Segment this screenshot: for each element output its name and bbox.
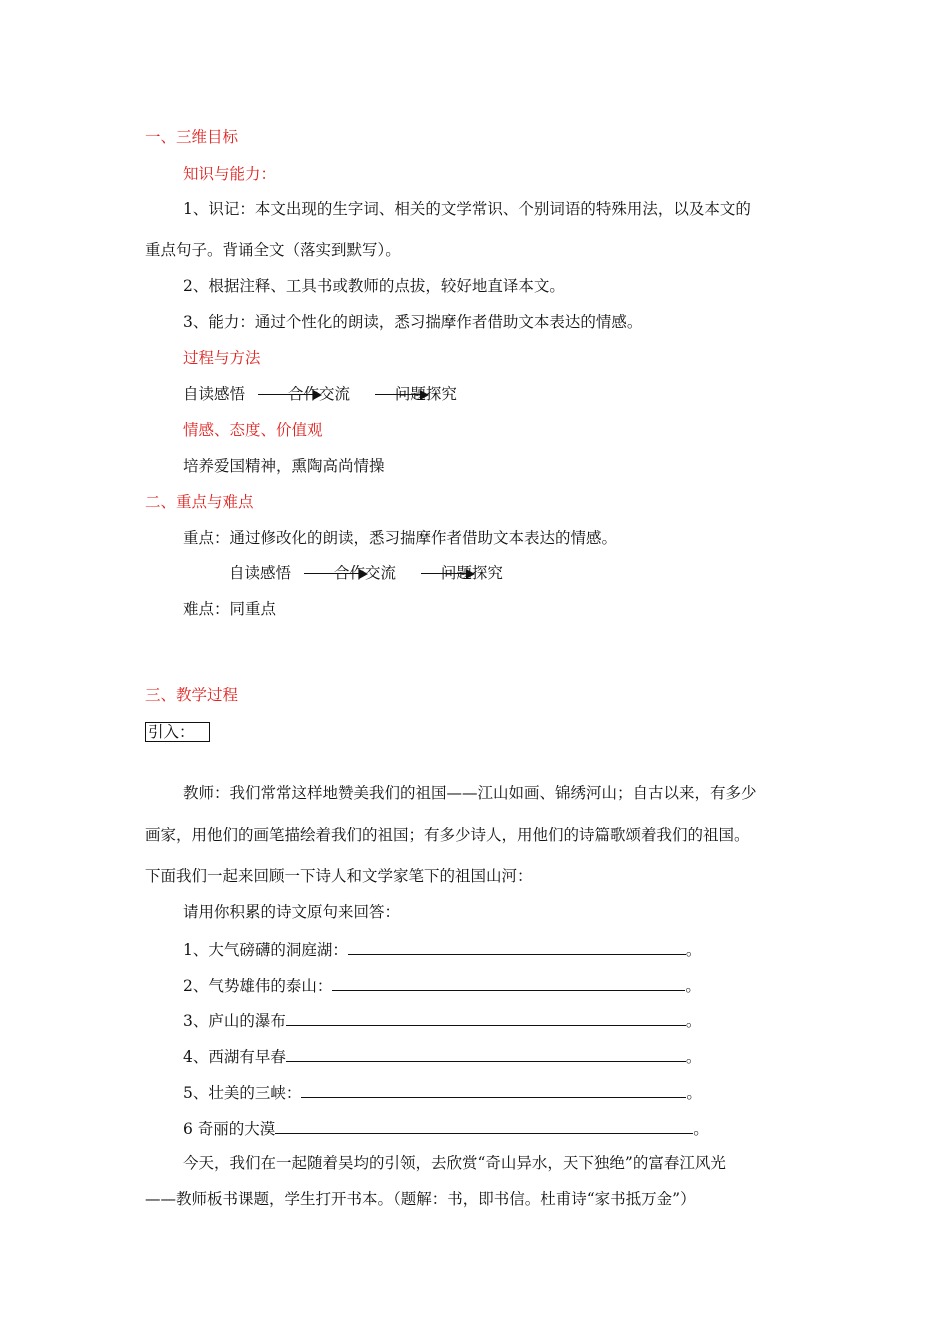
answer-prompt: 请用你积累的诗文原句来回答： xyxy=(183,903,401,921)
difficult-point: 难点：同重点 xyxy=(183,600,277,618)
teacher-line-3: 下面我们一起来回顾一下诗人和文学家笔下的祖国山河： xyxy=(145,867,533,885)
period: 。 xyxy=(686,1084,702,1102)
question-label: 4、西湖有早春 xyxy=(183,1048,286,1066)
period: 。 xyxy=(685,1048,702,1066)
question-3 xyxy=(183,1009,701,1031)
process-heading: 过程与方法 xyxy=(183,349,261,367)
emotion-text: 培养爱国精神，熏陶高尚情操 xyxy=(183,457,385,475)
emotion-heading: 情感、态度、价值观 xyxy=(183,421,323,439)
question-label: 3、庐山的瀑布 xyxy=(183,1012,286,1030)
flow-diagram-1 xyxy=(183,384,457,404)
question-label: 5、壮美的三峡： xyxy=(183,1084,302,1102)
intro-label-box xyxy=(145,722,210,742)
teacher-line-2: 画家，用他们的画笔描绘着我们的祖国；有多少诗人，用他们的诗篇歌颂着我们的祖国。 xyxy=(145,826,750,844)
answer-blank[interactable] xyxy=(286,1009,686,1026)
period: 。 xyxy=(693,1120,709,1138)
knowledge-heading: 知识与能力： xyxy=(183,165,277,183)
arrow-icon xyxy=(258,384,322,404)
answer-blank[interactable] xyxy=(301,1081,686,1098)
answer-blank[interactable] xyxy=(348,938,686,955)
answer-blank[interactable] xyxy=(275,1117,693,1134)
knowledge-item-1-line-2: 重点句子。背诵全文（落实到默写）。 xyxy=(145,241,401,259)
flow-step-inquiry: 问题探究 xyxy=(394,385,457,403)
flow-step-inquiry: 问题探究 xyxy=(440,564,503,582)
question-2 xyxy=(183,974,701,996)
key-point: 重点：通过修改化的朗读，悉习揣摩作者借助文本表达的情感。 xyxy=(183,529,618,547)
arrow-icon xyxy=(421,563,475,583)
flow-step-cooperation: 合作交流 xyxy=(333,564,396,582)
knowledge-item-3: 3、能力：通过个性化的朗读，悉习揣摩作者借助文本表达的情感。 xyxy=(183,313,643,331)
period: 。 xyxy=(685,941,702,959)
arrow-icon xyxy=(304,563,368,583)
period: 。 xyxy=(685,1012,702,1030)
flow-step-self-reading: 自读感悟 xyxy=(229,564,292,582)
question-1 xyxy=(183,938,701,960)
period: 。 xyxy=(685,977,701,995)
teacher-line-1: 教师：我们常常这样地赞美我们的祖国——江山如画、锦绣河山；自古以来，有多少 xyxy=(183,784,757,802)
answer-blank[interactable] xyxy=(332,974,685,991)
flow-step-self-reading: 自读感悟 xyxy=(183,385,246,403)
question-4 xyxy=(183,1045,701,1067)
intro-label: 引入： xyxy=(145,722,210,742)
knowledge-item-2: 2、根据注释、工具书或教师的点拔，较好地直译本文。 xyxy=(183,277,565,295)
question-6 xyxy=(183,1117,709,1139)
flow-step-cooperation: 合作交流 xyxy=(287,385,350,403)
section-2-title: 二、重点与难点 xyxy=(145,493,254,511)
board-line: ——教师板书课题，学生打开书本。（题解：书，即书信。杜甫诗“家书抵万金”） xyxy=(145,1190,696,1208)
arrow-icon xyxy=(375,384,429,404)
knowledge-item-1-line-1: 1、识记：本文出现的生字词、相关的文学常识、个别词语的特殊用法，以及本文的 xyxy=(183,200,751,218)
flow-diagram-2 xyxy=(229,563,503,583)
section-1-title: 一、三维目标 xyxy=(145,128,239,146)
question-label: 6 奇丽的大漠 xyxy=(183,1120,276,1138)
question-label: 2、气势雄伟的泰山： xyxy=(183,977,333,995)
answer-blank[interactable] xyxy=(286,1045,686,1062)
today-line: 今天，我们在一起随着吴均的引领，去欣赏“奇山异水，天下独绝”的富春江风光 xyxy=(183,1154,726,1172)
question-5 xyxy=(183,1081,702,1103)
section-3-title: 三、教学过程 xyxy=(145,686,239,704)
question-label: 1、大气磅礴的洞庭湖： xyxy=(183,941,348,959)
